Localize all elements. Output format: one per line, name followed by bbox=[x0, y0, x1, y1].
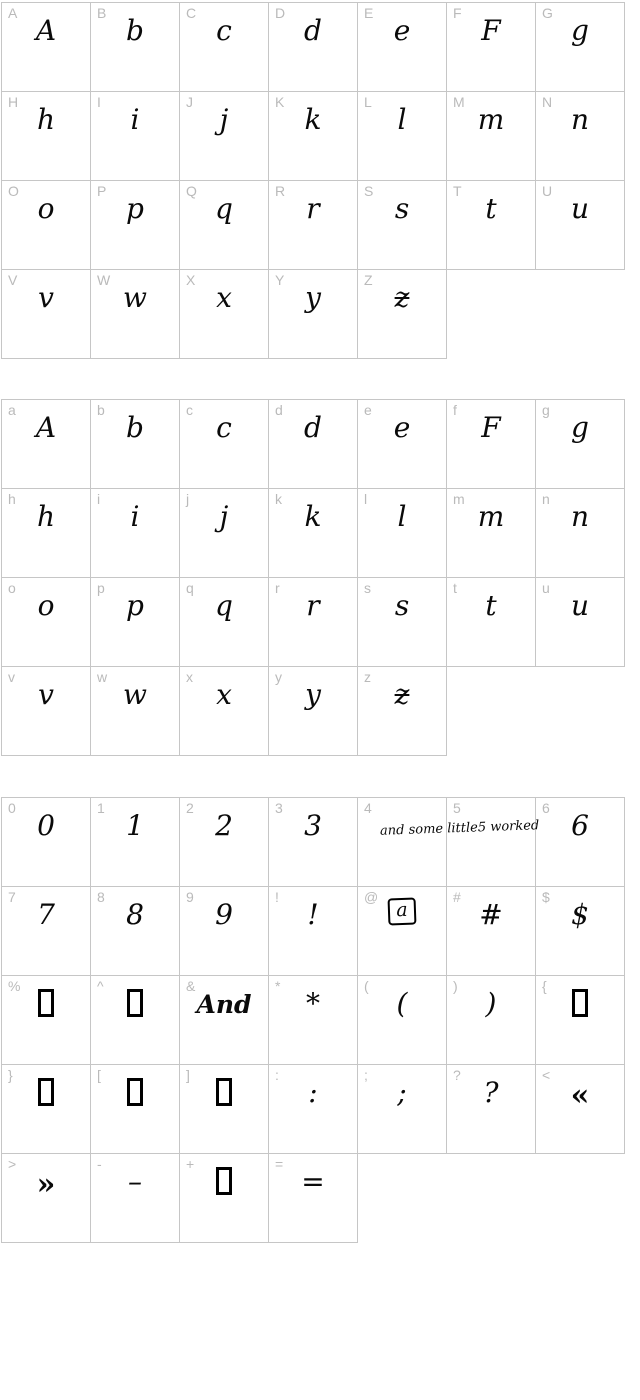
glyph: A bbox=[35, 411, 57, 444]
glyph: 9 bbox=[215, 898, 233, 931]
cell-label: l bbox=[364, 491, 368, 507]
cell-label: 0 bbox=[8, 800, 16, 816]
glyph-cell bbox=[268, 797, 358, 887]
glyph: n bbox=[570, 500, 590, 533]
glyph-cell bbox=[179, 666, 269, 756]
cell-label: ? bbox=[453, 1067, 461, 1083]
glyph-cell bbox=[357, 1064, 447, 1154]
glyph-cell bbox=[1, 180, 91, 270]
glyph: b bbox=[126, 411, 144, 444]
charmap-row bbox=[1, 1153, 624, 1243]
cell-label: r bbox=[275, 580, 280, 596]
glyph: ( bbox=[396, 987, 408, 1020]
glyph: d bbox=[304, 14, 322, 47]
glyph: h bbox=[36, 500, 56, 533]
glyph: k bbox=[304, 500, 322, 533]
glyph: c bbox=[216, 411, 232, 444]
glyph-cell bbox=[268, 399, 358, 489]
glyph-cell bbox=[179, 399, 269, 489]
glyph: r bbox=[306, 589, 320, 622]
glyph-cell bbox=[90, 886, 180, 976]
cell-label: Q bbox=[186, 183, 197, 199]
cell-label: f bbox=[453, 402, 457, 418]
cell-label: F bbox=[453, 5, 462, 21]
glyph-cell bbox=[446, 577, 536, 667]
glyph: ? bbox=[483, 1076, 499, 1109]
glyph: o bbox=[37, 589, 55, 622]
glyph-cell bbox=[1, 269, 91, 359]
cell-label: y bbox=[275, 669, 282, 685]
cell-label: ; bbox=[364, 1067, 368, 1083]
glyph: r bbox=[306, 192, 320, 225]
charmap-row bbox=[1, 975, 624, 1065]
glyph-cell bbox=[1, 577, 91, 667]
charmap-row bbox=[1, 797, 624, 887]
glyph-cell bbox=[357, 91, 447, 181]
cell-label: C bbox=[186, 5, 197, 21]
glyph: k bbox=[304, 103, 322, 136]
cell-label: p bbox=[97, 580, 105, 596]
glyph: i bbox=[130, 500, 140, 533]
glyph: u bbox=[570, 589, 590, 622]
glyph: ) bbox=[485, 987, 497, 1020]
glyph-cell bbox=[268, 91, 358, 181]
glyph: w bbox=[123, 678, 147, 711]
glyph-cell bbox=[535, 1064, 625, 1154]
cell-label: I bbox=[97, 94, 101, 110]
glyph-cell bbox=[179, 975, 269, 1065]
cell-label: d bbox=[275, 402, 283, 418]
glyph: # bbox=[479, 898, 503, 931]
glyph: t bbox=[485, 192, 497, 225]
charmap-row bbox=[1, 180, 624, 270]
cell-label: T bbox=[453, 183, 462, 199]
cell-label: < bbox=[542, 1067, 551, 1083]
glyph-cell bbox=[535, 2, 625, 92]
glyph-cell bbox=[1, 797, 91, 887]
glyph-cell bbox=[1, 399, 91, 489]
glyph-cell bbox=[90, 1153, 180, 1243]
glyph-cell bbox=[90, 399, 180, 489]
cell-label: 4 bbox=[364, 800, 372, 816]
glyph-cell bbox=[446, 180, 536, 270]
cell-label: k bbox=[275, 491, 282, 507]
cell-label: e bbox=[364, 402, 372, 418]
glyph: y bbox=[305, 281, 321, 314]
cell-label: ) bbox=[453, 978, 458, 994]
cell-label: n bbox=[542, 491, 550, 507]
cell-label: 8 bbox=[97, 889, 105, 905]
glyph-cell bbox=[268, 1064, 358, 1154]
glyph-cell bbox=[90, 577, 180, 667]
glyph-cell bbox=[179, 91, 269, 181]
glyph-cell bbox=[1, 975, 91, 1065]
cell-label: V bbox=[8, 272, 18, 288]
cell-label: % bbox=[8, 978, 21, 994]
glyph-cell bbox=[268, 180, 358, 270]
cell-label: @ bbox=[364, 889, 379, 905]
missing-glyph-box bbox=[216, 1078, 232, 1106]
glyph: A bbox=[35, 14, 57, 47]
cell-label: [ bbox=[97, 1067, 101, 1083]
glyph: F bbox=[481, 14, 501, 47]
cell-label: { bbox=[542, 978, 547, 994]
cell-label: S bbox=[364, 183, 374, 199]
cell-label: w bbox=[97, 669, 108, 685]
cell-label: o bbox=[8, 580, 16, 596]
cell-label: $ bbox=[542, 889, 550, 905]
cell-label: W bbox=[97, 272, 111, 288]
cell-label: # bbox=[453, 889, 461, 905]
glyph: 0 bbox=[37, 809, 55, 842]
glyph-cell bbox=[535, 577, 625, 667]
cell-label: 7 bbox=[8, 889, 16, 905]
missing-glyph-box bbox=[127, 989, 143, 1017]
glyph: « bbox=[570, 1078, 590, 1113]
cell-label: H bbox=[8, 94, 19, 110]
glyph: e bbox=[393, 411, 411, 444]
glyph: c bbox=[216, 14, 232, 47]
glyph-cell bbox=[357, 180, 447, 270]
glyph-cell bbox=[1, 886, 91, 976]
missing-glyph-box bbox=[572, 989, 588, 1017]
glyph-cell bbox=[535, 399, 625, 489]
glyph: 7 bbox=[37, 898, 55, 931]
cell-label: i bbox=[97, 491, 101, 507]
glyph-cell bbox=[535, 975, 625, 1065]
glyph-cell bbox=[357, 666, 447, 756]
glyph-cell bbox=[357, 577, 447, 667]
glyph-cell bbox=[268, 886, 358, 976]
glyph: g bbox=[571, 14, 589, 47]
cell-label: G bbox=[542, 5, 553, 21]
glyph: $ bbox=[571, 898, 589, 931]
cell-label: x bbox=[186, 669, 193, 685]
glyph: And bbox=[196, 990, 252, 1019]
missing-glyph-box bbox=[127, 1078, 143, 1106]
glyph-cell bbox=[1, 91, 91, 181]
glyph: » bbox=[36, 1167, 56, 1202]
missing-glyph-box bbox=[216, 1167, 232, 1195]
cell-label: D bbox=[275, 5, 286, 21]
glyph-cell bbox=[357, 488, 447, 578]
cell-label: 1 bbox=[97, 800, 105, 816]
glyph: u bbox=[570, 192, 590, 225]
glyph-cell bbox=[446, 1064, 536, 1154]
cell-label: 5 bbox=[453, 800, 461, 816]
glyph-cell bbox=[90, 975, 180, 1065]
glyph: ; bbox=[397, 1076, 407, 1109]
glyph: – bbox=[128, 1165, 142, 1198]
glyph-cell bbox=[357, 399, 447, 489]
glyph-cell bbox=[90, 666, 180, 756]
cell-label: s bbox=[364, 580, 371, 596]
glyph-cell bbox=[268, 488, 358, 578]
cell-label: * bbox=[275, 978, 281, 994]
cell-label: ( bbox=[364, 978, 369, 994]
cell-label: v bbox=[8, 669, 15, 685]
glyph: w bbox=[123, 281, 147, 314]
cell-label: + bbox=[186, 1156, 195, 1172]
charmap-row bbox=[1, 1064, 624, 1154]
glyph-cell bbox=[1, 1153, 91, 1243]
glyph-cell bbox=[268, 666, 358, 756]
glyph: 1 bbox=[126, 809, 144, 842]
glyph-cell bbox=[1, 2, 91, 92]
charmap-row bbox=[1, 2, 624, 92]
glyph: * bbox=[306, 987, 320, 1020]
glyph: d bbox=[304, 411, 322, 444]
cell-label: B bbox=[97, 5, 107, 21]
cell-label: Z bbox=[364, 272, 373, 288]
glyph-cell bbox=[535, 180, 625, 270]
glyph: 6 bbox=[571, 809, 589, 842]
cell-label: A bbox=[8, 5, 18, 21]
glyph-cell bbox=[446, 2, 536, 92]
glyph: q bbox=[215, 589, 233, 622]
glyph: h bbox=[36, 103, 56, 136]
glyph-cell bbox=[179, 180, 269, 270]
cell-label: ^ bbox=[97, 978, 104, 994]
glyph: m bbox=[477, 103, 505, 136]
glyph: i bbox=[130, 103, 140, 136]
cell-label: O bbox=[8, 183, 19, 199]
glyph: j bbox=[219, 500, 229, 533]
cell-label: a bbox=[8, 402, 16, 418]
charmap-row bbox=[1, 91, 624, 181]
glyph: 8 bbox=[126, 898, 144, 931]
glyph-cell bbox=[446, 488, 536, 578]
cell-label: h bbox=[8, 491, 16, 507]
glyph: = bbox=[301, 1165, 325, 1198]
glyph: z bbox=[394, 281, 410, 314]
cell-label: u bbox=[542, 580, 550, 596]
glyph: l bbox=[397, 500, 407, 533]
glyph-cell bbox=[268, 269, 358, 359]
glyph-cell bbox=[268, 1153, 358, 1243]
glyph-cell bbox=[357, 269, 447, 359]
glyph: F bbox=[481, 411, 501, 444]
cell-label: L bbox=[364, 94, 372, 110]
glyph: b bbox=[126, 14, 144, 47]
glyph-cell bbox=[357, 975, 447, 1065]
glyph: p bbox=[126, 589, 144, 622]
glyph: s bbox=[394, 589, 410, 622]
glyph: p bbox=[126, 192, 144, 225]
glyph-cell bbox=[90, 180, 180, 270]
charmap-row bbox=[1, 577, 624, 667]
glyph-cell bbox=[357, 2, 447, 92]
glyph-cell bbox=[90, 269, 180, 359]
glyph-cell bbox=[179, 269, 269, 359]
glyph: v bbox=[38, 281, 54, 314]
glyph-cell bbox=[535, 886, 625, 976]
missing-glyph-box bbox=[38, 1078, 54, 1106]
glyph-cell bbox=[1, 1064, 91, 1154]
cell-label: 9 bbox=[186, 889, 194, 905]
cell-label: = bbox=[275, 1156, 284, 1172]
glyph-cell bbox=[535, 797, 625, 887]
glyph: e bbox=[393, 14, 411, 47]
cell-label: N bbox=[542, 94, 553, 110]
glyph-cell bbox=[446, 797, 536, 887]
glyph: x bbox=[216, 281, 232, 314]
cell-label: X bbox=[186, 272, 196, 288]
cell-label: E bbox=[364, 5, 374, 21]
glyph-cell bbox=[446, 975, 536, 1065]
glyph: v bbox=[38, 678, 54, 711]
glyph-cell bbox=[446, 91, 536, 181]
glyph-cell bbox=[179, 1064, 269, 1154]
cell-label: - bbox=[97, 1156, 102, 1172]
charmap-row bbox=[1, 269, 624, 359]
cell-label: M bbox=[453, 94, 465, 110]
glyph-cell bbox=[357, 797, 540, 887]
charmap-row bbox=[1, 666, 624, 756]
glyph: z bbox=[394, 678, 410, 711]
cell-label: : bbox=[275, 1067, 279, 1083]
glyph-cell bbox=[179, 886, 269, 976]
glyph-cell bbox=[90, 797, 180, 887]
glyph-cell bbox=[1, 666, 91, 756]
cell-label: ! bbox=[275, 889, 279, 905]
glyph: l bbox=[397, 103, 407, 136]
glyph-cell bbox=[179, 577, 269, 667]
glyph-cell bbox=[268, 2, 358, 92]
glyph-cell bbox=[1, 488, 91, 578]
cell-label: 3 bbox=[275, 800, 283, 816]
cell-label: P bbox=[97, 183, 107, 199]
charmap-grid-symbols bbox=[1, 797, 624, 1243]
glyph: and some little5 worked bbox=[379, 818, 540, 839]
glyph: ! bbox=[307, 898, 319, 931]
cell-label: ] bbox=[186, 1067, 190, 1083]
glyph-cell bbox=[179, 797, 269, 887]
cell-label: J bbox=[186, 94, 193, 110]
cell-label: c bbox=[186, 402, 193, 418]
cell-label: > bbox=[8, 1156, 17, 1172]
glyph-cell bbox=[90, 1064, 180, 1154]
cell-label: K bbox=[275, 94, 285, 110]
glyph: m bbox=[477, 500, 505, 533]
glyph-cell bbox=[446, 886, 536, 976]
glyph-cell bbox=[357, 886, 447, 976]
glyph: o bbox=[37, 192, 55, 225]
glyph: s bbox=[394, 192, 410, 225]
glyph: 2 bbox=[215, 809, 233, 842]
cell-label: 6 bbox=[542, 800, 550, 816]
charmap-row bbox=[1, 886, 624, 976]
cell-label: m bbox=[453, 491, 465, 507]
glyph-cell bbox=[90, 2, 180, 92]
glyph: g bbox=[571, 411, 589, 444]
cell-label: U bbox=[542, 183, 553, 199]
glyph: n bbox=[570, 103, 590, 136]
glyph-cell bbox=[90, 91, 180, 181]
cell-label: z bbox=[364, 669, 371, 685]
glyph-cell bbox=[535, 91, 625, 181]
cell-label: b bbox=[97, 402, 105, 418]
charmap-grid-uppercase bbox=[1, 2, 624, 359]
glyph: t bbox=[485, 589, 497, 622]
charmap-row bbox=[1, 399, 624, 489]
glyph: a bbox=[388, 898, 417, 926]
glyph: : bbox=[308, 1076, 318, 1109]
glyph-cell bbox=[446, 399, 536, 489]
glyph: x bbox=[216, 678, 232, 711]
glyph-cell bbox=[179, 2, 269, 92]
cell-label: & bbox=[186, 978, 196, 994]
missing-glyph-box bbox=[38, 989, 54, 1017]
glyph: q bbox=[215, 192, 233, 225]
cell-label: g bbox=[542, 402, 550, 418]
glyph: j bbox=[219, 103, 229, 136]
cell-label: j bbox=[186, 491, 190, 507]
cell-label: q bbox=[186, 580, 194, 596]
cell-label: } bbox=[8, 1067, 13, 1083]
cell-label: Y bbox=[275, 272, 285, 288]
glyph-cell bbox=[268, 577, 358, 667]
glyph-cell bbox=[535, 488, 625, 578]
cell-label: 2 bbox=[186, 800, 194, 816]
glyph: 3 bbox=[304, 809, 322, 842]
charmap-grid-lowercase bbox=[1, 399, 624, 756]
charmap-row bbox=[1, 488, 624, 578]
cell-label: t bbox=[453, 580, 457, 596]
glyph-cell bbox=[179, 1153, 269, 1243]
glyph: y bbox=[305, 678, 321, 711]
glyph-cell bbox=[90, 488, 180, 578]
cell-label: R bbox=[275, 183, 286, 199]
glyph-cell bbox=[179, 488, 269, 578]
glyph-cell bbox=[268, 975, 358, 1065]
